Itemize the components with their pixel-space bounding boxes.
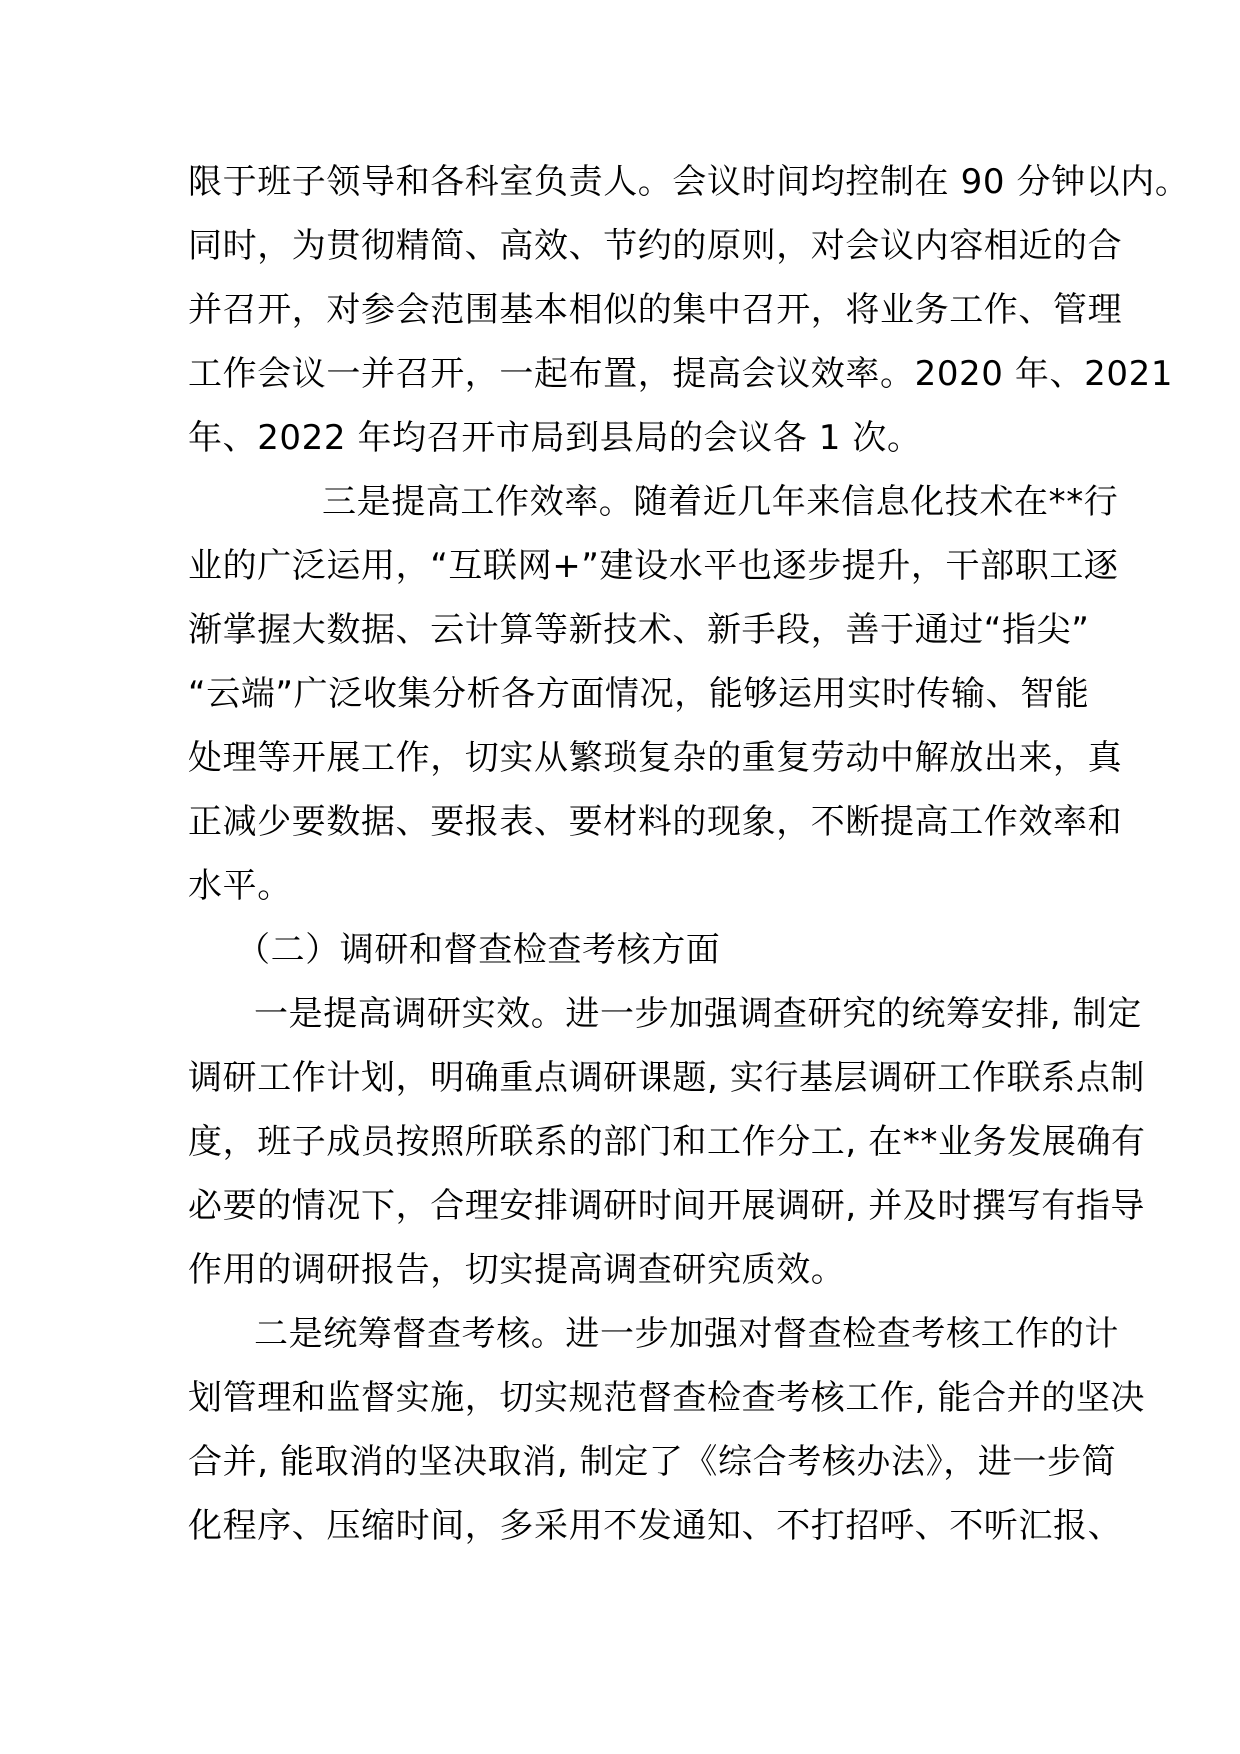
paragraph-first-line: 三是提高工作效率。随着近几年来信息化技术在**行: [322, 482, 1119, 522]
body-text-line: 调研工作计划，明确重点调研课题, 实行基层调研工作联系点制: [188, 1058, 1146, 1098]
section-heading: （二）调研和督查检查考核方面: [236, 930, 721, 970]
body-text-line: 处理等开展工作，切实从繁琐复杂的重复劳动中解放出来，真: [188, 738, 1123, 778]
body-text-line: 化程序、压缩时间，多采用不发通知、不打招呼、不听汇报、: [188, 1506, 1123, 1546]
paragraph-first-line: 二是统筹督查考核。进一步加强对督查检查考核工作的计: [254, 1314, 1119, 1354]
body-text-line: 渐掌握大数据、云计算等新技术、新手段，善于通过“指尖”: [188, 610, 1090, 650]
body-text-line: 必要的情况下，合理安排调研时间开展调研, 并及时撰写有指导: [188, 1186, 1146, 1226]
body-text-line: 度，班子成员按照所联系的部门和工作分工, 在**业务发展确有: [188, 1122, 1146, 1162]
body-text-line: 水平。: [188, 866, 292, 906]
body-text-line: 作用的调研报告，切实提高调查研究质效。: [188, 1250, 846, 1290]
body-text-line: “云端”广泛收集分析各方面情况，能够运用实时传输、智能: [188, 674, 1090, 714]
body-text-line: 同时，为贯彻精简、高效、节约的原则，对会议内容相近的合: [188, 226, 1123, 266]
body-text-line: 工作会议一并召开，一起布置，提高会议效率。2020 年、2021: [188, 354, 1174, 394]
body-text-line: 划管理和监督实施，切实规范督查检查考核工作, 能合并的坚决: [188, 1378, 1146, 1418]
body-text-line: 限于班子领导和各科室负责人。会议时间均控制在 90 分钟以内。: [188, 162, 1190, 202]
paragraph-first-line: 一是提高调研实效。进一步加强调查研究的统筹安排, 制定: [254, 994, 1142, 1034]
body-text-line: 并召开，对参会范围基本相似的集中召开，将业务工作、管理: [188, 290, 1123, 330]
body-text-line: 年、2022 年均召开市局到县局的会议各 1 次。: [188, 418, 922, 458]
body-text-line: 业的广泛运用，“互联网+”建设水平也逐步提升，干部职工逐: [188, 546, 1119, 586]
body-text-line: 正减少要数据、要报表、要材料的现象，不断提高工作效率和: [188, 802, 1123, 842]
body-text-line: 合并, 能取消的坚决取消, 制定了《综合考核办法》，进一步简: [188, 1442, 1117, 1482]
